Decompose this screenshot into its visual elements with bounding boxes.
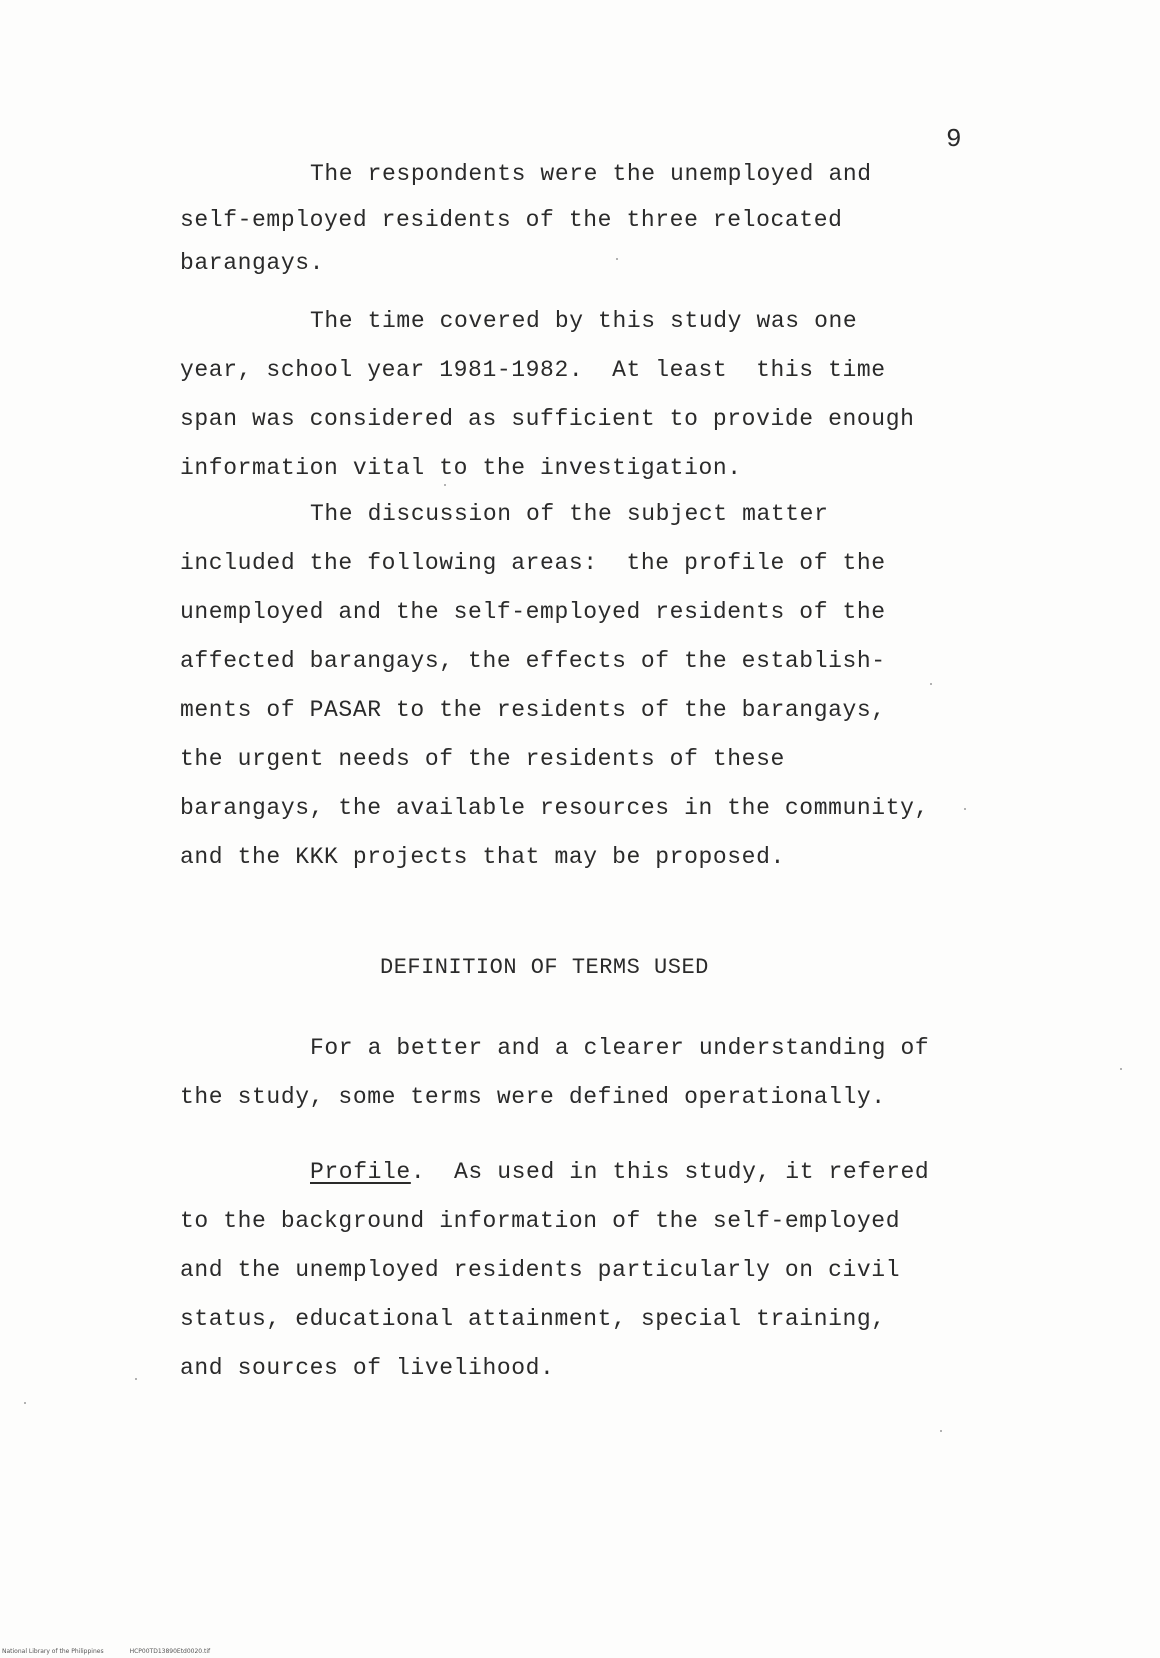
text-line: and the KKK projects that may be proposed. (180, 844, 785, 870)
text-line: The time covered by this study was one (310, 308, 858, 334)
text-line: span was considered as sufficient to provide enough (180, 406, 915, 432)
text-line: and sources of livelihood. (180, 1355, 555, 1381)
paragraph-discussion (180, 490, 980, 882)
text-line (180, 1148, 980, 1197)
text-fragment: . As used in this study, it refered (410, 1159, 930, 1185)
paragraph-definition-intro (180, 1024, 980, 1122)
paragraph-respondents (180, 150, 980, 288)
text-line: the urgent needs of the residents of these (180, 746, 785, 772)
scan-speck (444, 484, 446, 486)
scan-footer (2, 1648, 236, 1655)
text-line: self-employed residents of the three relocated (180, 207, 843, 233)
text-line: included the following areas: the profile of the (180, 550, 886, 576)
text-line: affected barangays, the effects of the establish- (180, 648, 886, 674)
text-line: For a better and a clearer understanding of (310, 1035, 930, 1061)
paragraph-time-covered (180, 297, 980, 493)
library-credit: National Library of the Philippines (2, 1648, 104, 1655)
text-line: barangays. (180, 250, 325, 276)
text-line: and the unemployed residents particularly on civil (180, 1257, 901, 1283)
text-line: unemployed and the self-employed residents of the (180, 599, 886, 625)
file-identifier: HCP00TD13890Etd0020.tif (129, 1648, 211, 1655)
defined-term: Profile (310, 1159, 411, 1185)
text-line: to the background information of the self-employed (180, 1208, 901, 1234)
scan-speck (940, 1430, 942, 1432)
scan-speck (616, 258, 618, 260)
scan-speck (135, 1378, 137, 1380)
paragraph-profile-definition (180, 1148, 980, 1393)
text-line: The respondents were the unemployed and (310, 161, 872, 187)
text-line: the study, some terms were defined operationally. (180, 1084, 886, 1110)
text-line: status, educational attainment, special training, (180, 1306, 886, 1332)
section-heading: DEFINITION OF TERMS USED (380, 955, 709, 980)
text-line: information vital to the investigation. (180, 455, 742, 481)
scan-speck (24, 1402, 26, 1404)
text-line: ments of PASAR to the residents of the barangays, (180, 697, 886, 723)
page-number: 9 (946, 124, 963, 154)
text-line: barangays, the available resources in the community, (180, 795, 929, 821)
text-line: The discussion of the subject matter (310, 501, 829, 527)
scan-speck (1120, 1068, 1122, 1070)
scan-speck (964, 808, 966, 810)
scan-speck (930, 683, 932, 685)
text-line: year, school year 1981-1982. At least this time (180, 357, 886, 383)
